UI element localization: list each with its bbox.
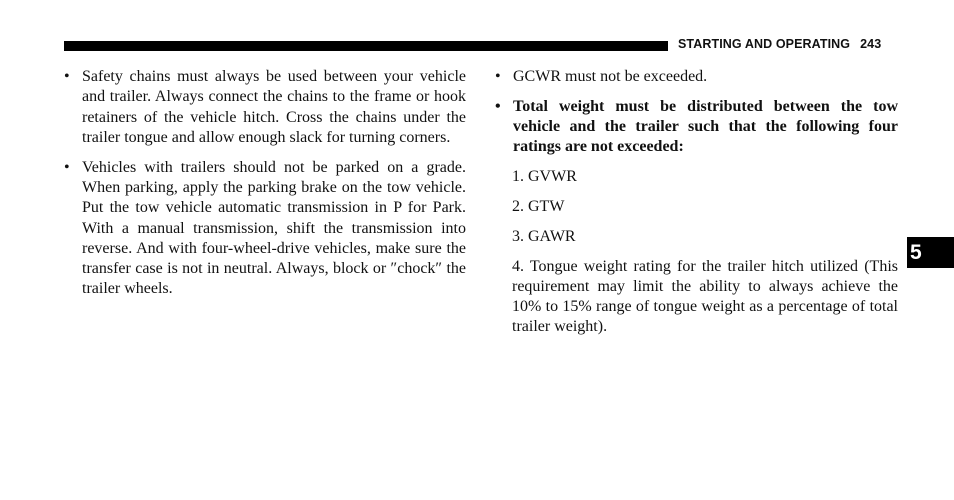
right-column (495, 67, 898, 347)
bullet-text: Vehicles with trailers should not be parked on a grade. When parking, apply the parking brake on the tow vehicle. Put the tow vehicle automatic transmission in P for Park. With a manual transmission, shift the transmission into reverse. And with four-wheel-drive vehicles, make sure the transfer case is not in neutral. Always, block or ″chock″ the trailer wheels. (82, 158, 466, 298)
bullet-item-weight-distribution (495, 97, 898, 158)
numbered-item-tongue-weight: 4. Tongue weight rating for the trailer hitch utilized (This requirement may limit the ability to always achieve the 10% to 15% range of tongue weight as a percentage of total trailer weight). (512, 257, 898, 336)
bullet-icon: • (64, 158, 70, 176)
bullet-item-parking (64, 158, 466, 300)
bullet-text: Total weight must be distributed between the tow vehicle and the trailer such that the following four ratings are not exceeded: (513, 97, 898, 156)
numbered-item-gtw: 2. GTW (512, 197, 565, 215)
bullet-text: GCWR must not be exceeded. (513, 68, 708, 85)
numbered-item-gawr: 3. GAWR (512, 227, 576, 245)
running-header (678, 37, 881, 51)
bullet-icon: • (64, 68, 70, 85)
numbered-item-gvwr: 1. GVWR (512, 168, 577, 186)
section-title: STARTING AND OPERATING (678, 37, 851, 51)
bullet-icon: • (495, 97, 501, 115)
header-rule (64, 41, 668, 51)
bullet-text: Safety chains must always be used between your vehicle and trailer. Always connect the chains to the frame or hook retainers of the vehicle hitch. Cross the chains under the trailer tongue and allow enough slack for turning corners. (82, 68, 466, 146)
bullet-item-safety-chains (64, 67, 466, 148)
chapter-tab: 5 (907, 237, 954, 268)
bullet-icon: • (495, 68, 501, 85)
page-number: 243 (860, 37, 882, 51)
left-column (64, 67, 466, 309)
bullet-item-gcwr (495, 67, 898, 87)
